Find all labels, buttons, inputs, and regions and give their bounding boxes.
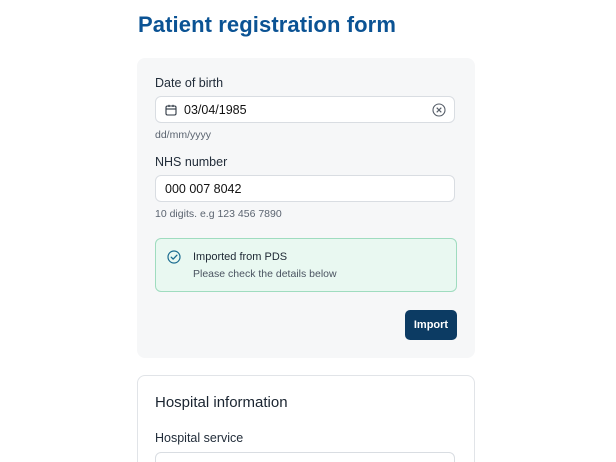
nhs-number-label: NHS number	[155, 155, 228, 169]
patient-lookup-panel	[137, 58, 475, 358]
hospital-information-heading: Hospital information	[155, 394, 288, 411]
hospital-information-panel	[137, 375, 475, 462]
page-title: Patient registration form	[138, 12, 396, 37]
nhs-number-field[interactable]	[155, 175, 455, 202]
hospital-service-select[interactable]	[155, 452, 455, 462]
dob-label: Date of birth	[155, 76, 224, 90]
nhs-number-input[interactable]	[165, 176, 445, 201]
calendar-icon	[165, 104, 177, 116]
clear-icon[interactable]	[432, 103, 446, 117]
dob-field[interactable]	[155, 96, 455, 123]
nhs-number-hint: 10 digits. e.g 123 456 7890	[155, 208, 282, 220]
alert-message: Please check the details below	[193, 268, 337, 280]
dob-hint: dd/mm/yyyy	[155, 129, 212, 141]
check-circle-icon	[167, 250, 181, 264]
import-button[interactable]: Import	[405, 310, 457, 340]
hospital-service-label: Hospital service	[155, 431, 244, 445]
pds-import-alert	[155, 238, 457, 292]
dob-input[interactable]	[184, 97, 424, 122]
alert-title: Imported from PDS	[193, 251, 288, 263]
